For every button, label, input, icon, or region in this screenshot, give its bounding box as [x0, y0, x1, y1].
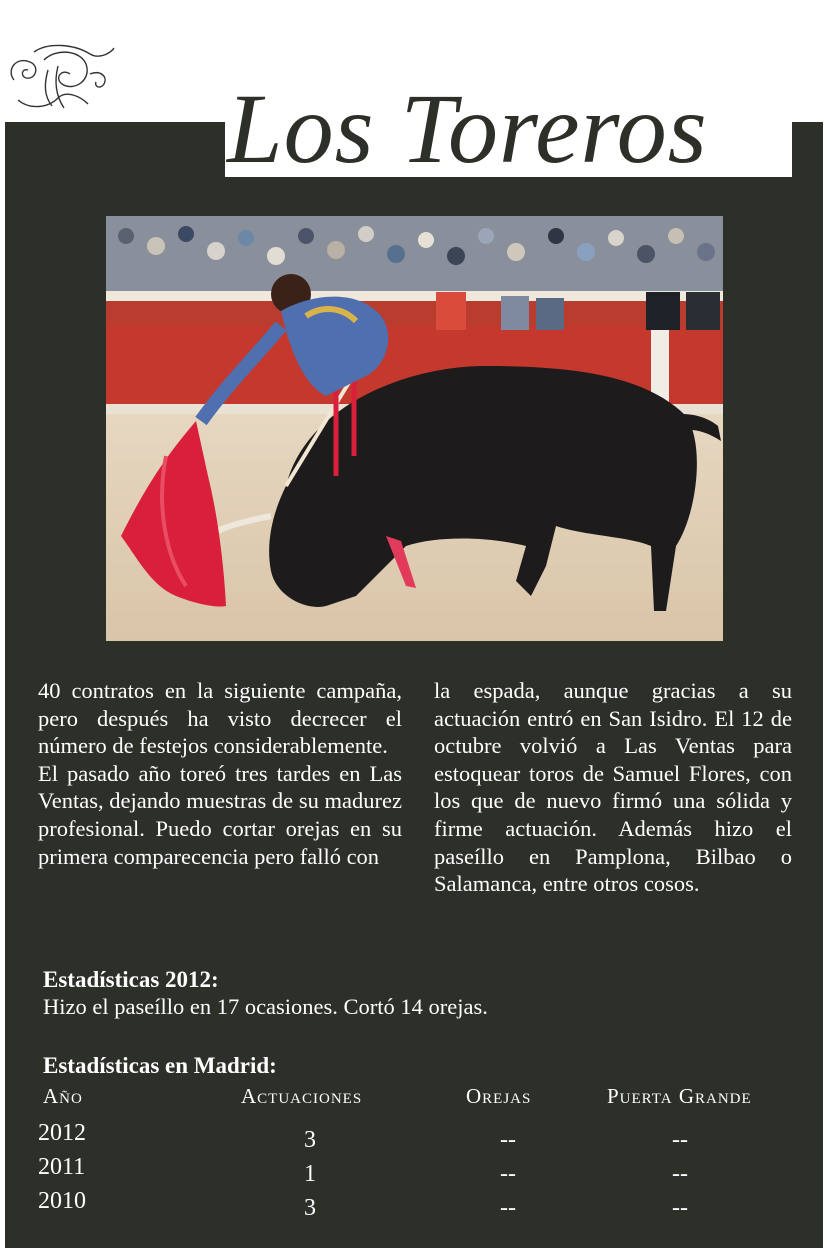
table-cell-puerta-grande: --: [672, 1161, 688, 1187]
table-cell-orejas: --: [500, 1161, 516, 1187]
text-column-left: [38, 677, 402, 870]
stats-2012-heading: Estadísticas 2012:: [43, 967, 219, 992]
table-cell-orejas: --: [500, 1127, 516, 1153]
table-cell-year: 2010: [38, 1188, 86, 1214]
column-header-actuaciones: Actuaciones: [241, 1084, 363, 1108]
flourish-ornament-icon: [4, 40, 116, 114]
table-cell-actuaciones: 1: [304, 1161, 316, 1187]
column-header-puerta-grande: Puerta Grande: [607, 1084, 752, 1108]
paragraph: 40 contratos en la siguiente campaña, pero después ha visto decrecer el número de festejos considerablemente.: [38, 678, 402, 759]
page-title: Los Toreros: [227, 73, 708, 184]
bullfighter-with-bull-image: [106, 216, 723, 641]
table-cell-puerta-grande: --: [672, 1127, 688, 1153]
madrid-stats-heading: Estadísticas en Madrid:: [43, 1053, 277, 1078]
text-column-right: [434, 677, 792, 898]
table-cell-actuaciones: 3: [304, 1195, 316, 1221]
column-header-orejas: Orejas: [466, 1084, 532, 1108]
paragraph: El pasado año toreó tres tardes en Las Ventas, dejando muestras de su madurez profesional. Puedo cortar orejas en su primera comparecencia pero falló con: [38, 760, 402, 869]
table-cell-year: 2012: [38, 1120, 86, 1146]
bullfight-photo: [106, 216, 723, 641]
paragraph: la espada, aunque gracias a su actuación entró en San Isidro. El 12 de octubre volvió a Las Ventas para estoquear toros de Samuel Flores, con los que de nuevo firmó una sólida y firme actuación. Además hizo el paseíllo en Pamplona, Bilbao o Salamanca, entre otros cosos.: [434, 678, 792, 897]
table-cell-year: 2011: [38, 1154, 86, 1180]
stats-2012-text: Hizo el paseíllo en 17 ocasiones. Cortó 14 orejas.: [43, 994, 488, 1019]
table-cell-puerta-grande: --: [672, 1195, 688, 1221]
column-header-year: Año: [43, 1084, 83, 1108]
table-cell-orejas: --: [500, 1195, 516, 1221]
table-cell-actuaciones: 3: [304, 1127, 316, 1153]
